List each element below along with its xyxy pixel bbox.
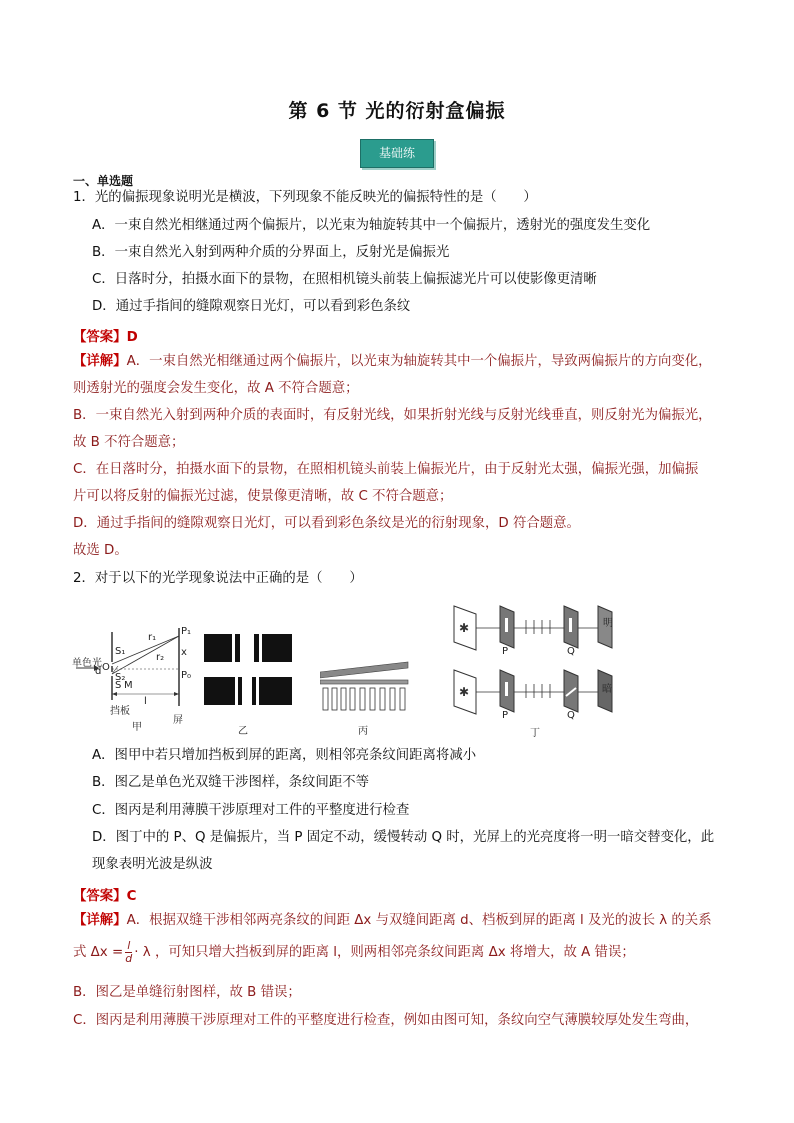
q1-detail-line-3: B．一束自然光入射到两种介质的表面时，有反射光线，如果折射光线与反射光线垂直，则反射光为偏振光，	[73, 408, 712, 423]
label-r2: r₂	[156, 652, 165, 663]
label-s2: S₂	[115, 672, 126, 683]
page-title: 第 6 节 光的衍射盒偏振	[288, 100, 506, 122]
q1-stem: 1．光的偏振现象说明光是横波，下列现象不能反映光的偏振特性的是（ ）	[73, 190, 537, 205]
figure-ding	[444, 602, 624, 739]
label-s: S	[115, 680, 122, 691]
label-q-top: Q	[567, 646, 575, 657]
q2-detail-line-1	[73, 913, 712, 929]
detail-text: A．根据双缝干涉相邻两亮条纹的间距 Δx 与双缝间距离 d、档板到屏的距离 l 及光的波长 λ 的关系	[126, 913, 712, 928]
answer-value: C	[126, 889, 137, 904]
label-ding: 丁	[530, 728, 540, 739]
label-p0: P₀	[181, 670, 192, 681]
q1-option-d: D．通过手指间的缝隙观察日光灯，可以看到彩色条纹	[92, 299, 411, 314]
q1-option-b: B．一束自然光入射到两种介质的分界面上，反射光是偏振光	[92, 245, 450, 260]
label-m: M	[124, 680, 133, 691]
q1-detail-line-1	[73, 354, 712, 370]
label-q-bottom: Q	[567, 710, 575, 721]
label-light: 单色光	[72, 658, 102, 669]
q1-detail-line-6: 片可以将反射的偏振光过滤，使景像更清晰，故 C 不符合题意；	[73, 489, 453, 504]
thin-film-diagram	[320, 660, 410, 714]
answer-value: D	[126, 330, 138, 345]
q2-detail-line-3: B．图乙是单缝衍射图样，故 B 错误；	[73, 985, 301, 1000]
label-s1: S₁	[115, 646, 126, 657]
label-yi: 乙	[238, 726, 248, 737]
q1-option-c: C．日落时分，拍摄水面下的景物，在照相机镜头前装上偏振滤光片可以使影像更清晰	[92, 272, 597, 287]
fringe-patterns	[204, 634, 292, 710]
label-p-bottom: P	[502, 710, 509, 721]
label-r1: r₁	[148, 632, 157, 643]
q1-detail-line-2: 则透射光的强度会发生变化，故 A 不符合题意；	[73, 381, 359, 396]
q2-stem: 2．对于以下的光学现象说法中正确的是（ ）	[73, 571, 363, 586]
label-x: x	[181, 647, 187, 658]
label-p1: P₁	[181, 626, 192, 637]
q2-option-b: B．图乙是单色光双缝干涉图样，条纹间距不等	[92, 775, 369, 790]
label-bing: 丙	[358, 726, 368, 737]
q2-detail-line-4: C．图丙是利用薄膜干涉原理对工件的平整度进行检查，例如由图可知，条纹向空气薄膜较厚处发生弯曲，	[73, 1013, 699, 1028]
label-d: d	[95, 666, 102, 677]
svg-text:✱: ✱	[459, 685, 470, 699]
answer-tag: 【答案】	[73, 889, 127, 904]
section-heading: 一、单选题	[73, 174, 134, 188]
q1-answer	[73, 326, 138, 345]
label-ming: 明	[603, 618, 613, 629]
fraction-numerator: l	[127, 938, 131, 952]
q1-option-a: A．一束自然光相继通过两个偏振片，以光束为轴旋转其中一个偏振片，透射光的强度发生变化	[92, 218, 651, 233]
label-screen: 屏	[173, 715, 183, 726]
q2-option-d-line-1: D．图丁中的 P、Q 是偏振片，当 P 固定不动，缓慢转动 Q 时，光屏上的光亮度将一明一暗交替变化，此	[92, 830, 715, 845]
detail-text: A．一束自然光相继通过两个偏振片，以光束为轴旋转其中一个偏振片，导致两偏振片的方向变化，	[126, 354, 712, 369]
q1-detail-line-5: C．在日落时分，拍摄水面下的景物，在照相机镜头前装上偏振光片，由于反射光太强，偏振光强，加偏振	[73, 462, 699, 477]
q2-option-d-line-2: 现象表明光波是纵波	[92, 857, 213, 872]
q2-detail-line-2	[73, 938, 635, 968]
label-an: 暗	[602, 684, 612, 695]
polarizer-diagram	[444, 602, 624, 730]
figure-jia	[72, 622, 197, 734]
q1-detail-line-4: 故 B 不符合题意；	[73, 435, 185, 450]
fraction-denominator: d	[125, 951, 133, 965]
label-jia: 甲	[132, 722, 142, 733]
figure-bing	[320, 660, 410, 737]
q2-option-a: A．图甲中若只增加挡板到屏的距离，则相邻亮条纹间距离将减小	[92, 748, 477, 763]
q2-answer	[73, 885, 136, 904]
label-o: O	[102, 662, 110, 673]
q2-option-c: C．图丙是利用薄膜干涉原理对工件的平整度进行检查	[92, 803, 410, 818]
label-board: 挡板	[110, 706, 130, 717]
detail-tag: 【详解】	[73, 913, 127, 928]
formula-suffix: · λ ，可知只增大挡板到屏的距离 l，则两相邻亮条纹间距离 Δx 将增大，故 A 错误；	[134, 945, 635, 960]
q1-detail-line-7: D．通过手指间的缝隙观察日光灯，可以看到彩色条纹是光的衍射现象，D 符合题意。	[73, 516, 580, 531]
level-badge: 基础练	[360, 139, 434, 168]
label-p-top: P	[502, 646, 509, 657]
svg-text:✱: ✱	[459, 621, 470, 635]
formula-prefix: 式 Δx =	[73, 945, 124, 960]
figure-yi	[204, 634, 292, 737]
label-l: l	[144, 696, 147, 707]
answer-tag: 【答案】	[73, 330, 127, 345]
formula-fraction	[125, 940, 132, 965]
q1-detail-line-8: 故选 D。	[73, 543, 128, 558]
detail-tag: 【详解】	[73, 354, 127, 369]
